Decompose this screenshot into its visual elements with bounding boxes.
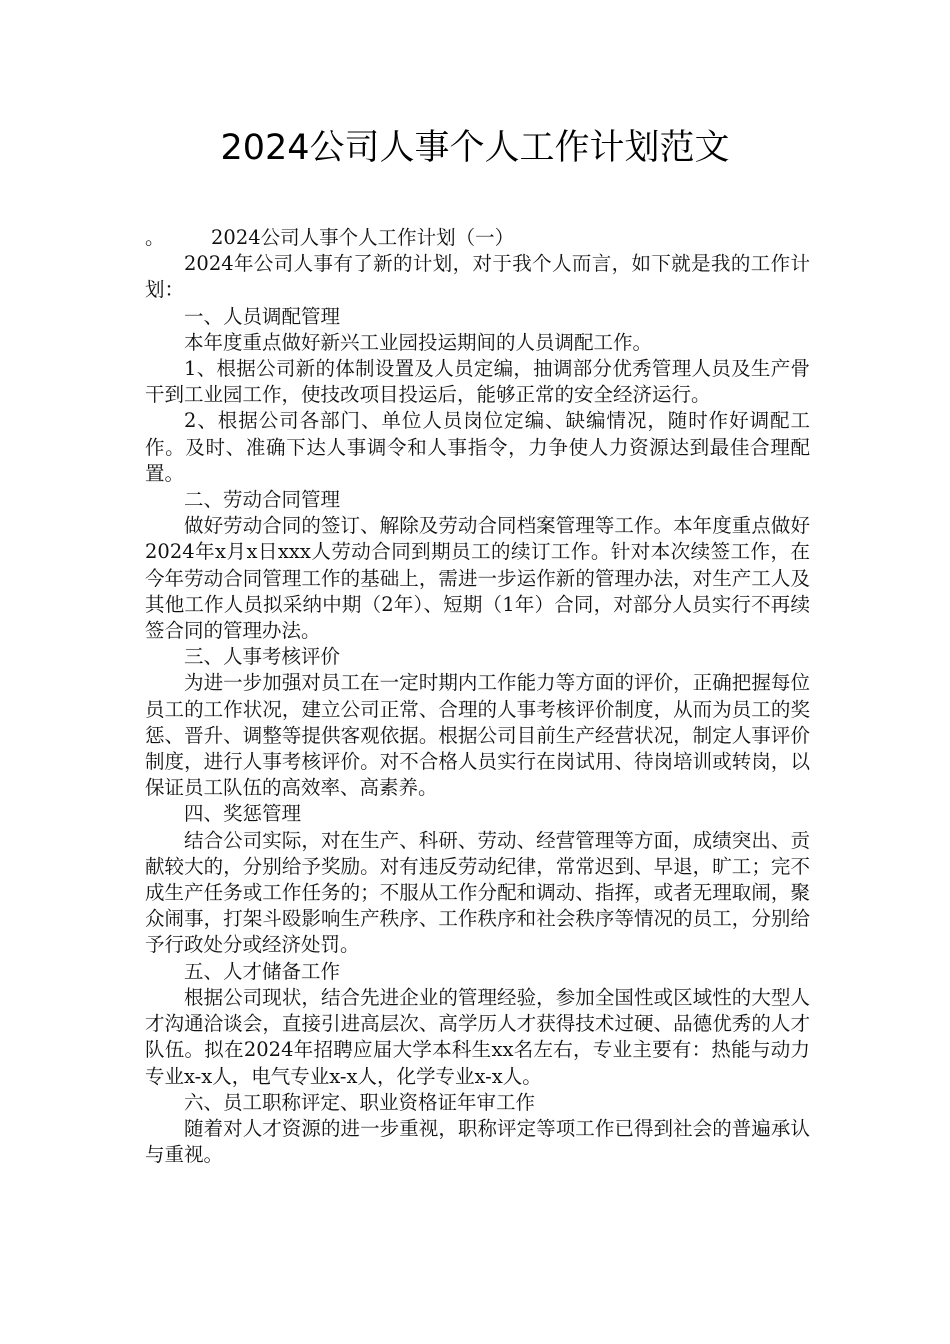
paragraph: 根据公司现状，结合先进企业的管理经验，参加全国性或区域性的大型人才沟通洽谈会，直接引进高层次、高学历人才获得技术过硬、品德优秀的人才队伍。拟在2024年招聘应届大学本科生xx名左右，专业主要有：热能与动力专业x-x人，电气专业x-x人，化学专业x-x人。 (145, 985, 810, 1088)
section-heading-5: 五、人才储备工作 (184, 959, 341, 983)
paragraph: 本年度重点做好新兴工业园投运期间的人员调配工作。 (184, 330, 653, 354)
subtitle-line (145, 225, 810, 251)
paragraph: 随着对人才资源的进一步重视，职称评定等项工作已得到社会的普遍承认与重视。 (145, 1116, 810, 1167)
paragraph: 结合公司实际，对在生产、科研、劳动、经营管理等方面，成绩突出、贡献较大的，分别给予奖励。对有违反劳动纪律，常常迟到、早退，旷工；完不成生产任务或工作任务的；不服从工作分配和调动、指挥，或者无理取闹，聚众闹事，打架斗殴影响生产秩序、工作秩序和社会秩序等情况的员工，分别给予行政处分或经济处罚。 (145, 828, 810, 957)
document-body (145, 225, 810, 1168)
paragraph: 1、根据公司新的体制设置及人员定编，抽调部分优秀管理人员及生产骨干到工业园工作，使技改项目投运后，能够正常的安全经济运行。 (145, 357, 810, 407)
section-heading-4: 四、奖惩管理 (184, 802, 302, 826)
section-heading-3: 三、人事考核评价 (184, 645, 341, 669)
document-title: 2024公司人事个人工作计划范文 (220, 128, 730, 168)
section-heading-2: 二、劳动合同管理 (184, 488, 341, 512)
paragraph: 为进一步加强对员工在一定时期内工作能力等方面的评价，正确把握每位员工的工作状况，建立公司正常、合理的人事考核评价制度，从而为员工的奖惩、晋升、调整等提供客观依据。根据公司目前生产经营状况，制定人事评价制度，进行人事考核评价。对不合格人员实行在岗试用、待岗培训或转岗，以保证员工队伍的高效率、高素养。 (145, 671, 810, 800)
section-heading-1: 一、人员调配管理 (184, 304, 341, 328)
paragraph: 做好劳动合同的签订、解除及劳动合同档案管理等工作。本年度重点做好2024年x月x日xxx人劳动合同到期员工的续订工作。针对本次续签工作，在今年劳动合同管理工作的基础上，需进一步运作新的管理办法，对生产工人及其他工作人员拟采纳中期（2年）、短期（1年）合同，对部分人员实行不再续签合同的管理办法。 (145, 514, 810, 643)
lead-mark: 。 (145, 226, 165, 249)
section-subtitle: 2024公司人事个人工作计划（一） (211, 226, 515, 249)
paragraph: 2、根据公司各部门、单位人员岗位定编、缺编情况，随时作好调配工作。及时、准确下达人事调令和人事指令，力争使人力资源达到最佳合理配置。 (145, 409, 810, 485)
intro-paragraph: 2024年公司人事有了新的计划，对于我个人而言，如下就是我的工作计划： (145, 252, 810, 302)
section-heading-6: 六、员工职称评定、职业资格证年审工作 (184, 1090, 536, 1114)
